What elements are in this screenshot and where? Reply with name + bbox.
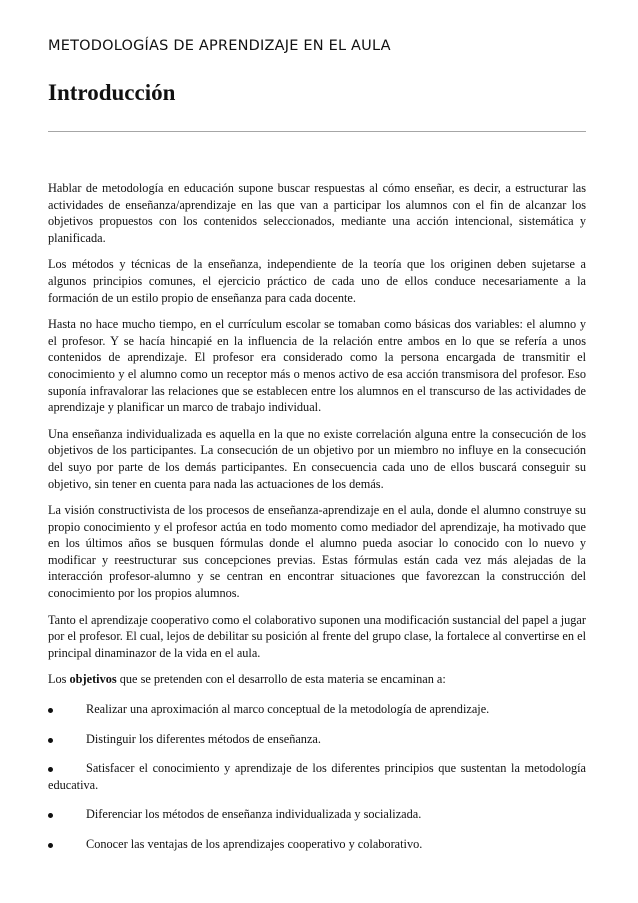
paragraph: Tanto el aprendizaje cooperativo como el colaborativo suponen una modificación sustancial del papel a jugar por el profesor. El cual, lejos de debilitar su posición al frente del grupo clase, la fortalece al convertirse en el principal dinaminazor de la vida en el aula. bbox=[48, 612, 586, 660]
bullet-icon bbox=[48, 708, 53, 713]
objective-list-item bbox=[48, 731, 586, 748]
body-text bbox=[48, 180, 586, 866]
paragraph: Una enseñanza individualizada es aquella en la que no existe correlación alguna entre la consecución de los objetivos de los participantes. La consecución de un objetivo por un miembro no influye en la consecución del suyo por parte de los demás participantes. En consecuencia cada uno de ellos buscará conseguir su objetivo, sin tener en cuenta para nada las actuaciones de los demás. bbox=[48, 426, 586, 491]
objective-list-item bbox=[48, 760, 586, 793]
bullet-icon bbox=[48, 843, 53, 848]
page-title: Introducción bbox=[48, 80, 176, 105]
objective-text: Satisfacer el conocimiento y aprendizaje de los diferentes principios que sustentan la metodología educativa. bbox=[48, 761, 586, 792]
paragraph: Hablar de metodología en educación supone buscar respuestas al cómo enseñar, es decir, a estructurar las actividades de enseñanza/aprendizaje en las que van a participar los alumnos con el fin de alcanzar los objetivos propuestos con los contenidos seleccionados, mediante una acción intencional, sistemática y planificada. bbox=[48, 181, 586, 245]
bullet-icon bbox=[48, 738, 53, 743]
objective-list-item bbox=[48, 701, 586, 718]
objectives-keyword: objetivos bbox=[69, 672, 117, 687]
objectives-intro-after: que se pretenden con el desarrollo de esta materia se encaminan a: bbox=[116, 672, 446, 687]
objectives-intro-before: Los bbox=[48, 672, 70, 687]
objective-text: Conocer las ventajas de los aprendizajes cooperativo y colaborativo. bbox=[86, 837, 423, 851]
objective-list-item bbox=[48, 806, 586, 823]
objective-list-item bbox=[48, 836, 586, 853]
paragraph: Los métodos y técnicas de la enseñanza, independiente de la teoría que los originen deben sujetarse a algunos principios comunes, el ejercicio práctico de cada uno de ellos conduce necesariamente a la formación de un estilo propio de enseñanza para cada docente. bbox=[48, 257, 586, 305]
objective-text: Distinguir los diferentes métodos de enseñanza. bbox=[86, 731, 321, 746]
objective-text: Diferenciar los métodos de enseñanza individualizada y socializada. bbox=[86, 807, 422, 822]
running-header: METODOLOGÍAS DE APRENDIZAJE EN EL AULA bbox=[48, 38, 391, 54]
paragraph: Hasta no hace mucho tiempo, en el currículum escolar se tomaban como básicas dos variables: el alumno y el profesor. Y se hacía hincapié en la influencia de la relación entre ambos en lo que se refería a unos contenidos de aprendizaje. El profesor era considerado como la persona encargada de transmitir el conocimiento y el alumno como un receptor más o menos activo de esa acción transmisora del profesor. Eso suponía infravalorar las relaciones que se establecen entre los alumnos en el transcurso de las actividades de aprendizaje y planificar un marco de trabajo individual. bbox=[48, 317, 586, 415]
objectives-intro bbox=[48, 671, 586, 688]
objective-text: Realizar una aproximación al marco conceptual de la metodología de aprendizaje. bbox=[86, 702, 490, 717]
paragraph: La visión constructivista de los procesos de enseñanza-aprendizaje en el aula, donde el alumno construye su propio conocimiento y el profesor actúa en todo momento como mediador del aprendizaje, ha motivado que en los últimos años se busquen fórmulas donde el alumno pueda asociar lo conocido con lo nuevo y modificar y reestructurar sus concepciones previas. Estas fórmulas están cada vez más alejadas de la interacción profesor-alumno y se centran en encontrar situaciones que favorezcan la construcción del conocimiento por los propios alumnos. bbox=[48, 503, 586, 601]
title-divider bbox=[48, 131, 586, 132]
